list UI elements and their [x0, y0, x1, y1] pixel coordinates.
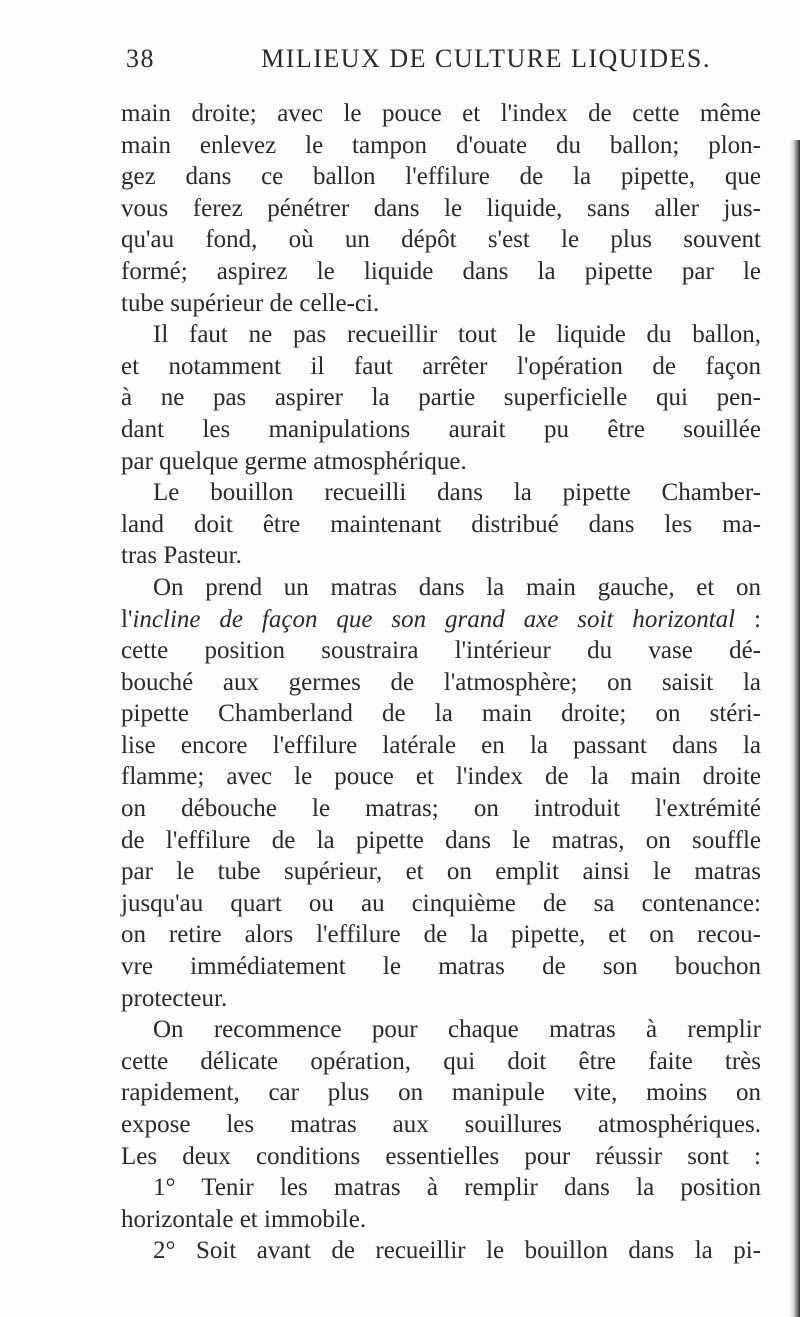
text-line: pipette Chamberland de la main droite; on stéri- [121, 700, 761, 728]
text-line: cette délicate opération, qui doit être faite très [121, 1047, 761, 1075]
text-line: main droite; avec le pouce et l'index de cette même [121, 100, 761, 127]
text-line: protecteur. [121, 984, 228, 1012]
text-line: on débouche le matras; on introduit l'extrémité [121, 795, 761, 823]
text-line: main enlevez le tampon d'ouate du ballon; plon- [121, 131, 761, 159]
text-line: dant les manipulations aurait pu être souillée [121, 415, 761, 443]
text-line: qu'au fond, où un dépôt s'est le plus souvent [121, 226, 761, 254]
text-line: land doit être maintenant distribué dans les ma- [121, 510, 761, 538]
text-line: jusqu'au quart ou au cinquième de sa contenance: [121, 889, 761, 917]
text-line: et notamment il faut arrêter l'opération de façon [121, 352, 761, 380]
text-line: cette position soustraira l'intérieur du vase dé- [121, 637, 761, 665]
text-line: Il faut ne pas recueillir tout le liquide du ballon, [153, 321, 761, 349]
text-line: Les deux conditions essentielles pour réussir sont : [121, 1142, 761, 1170]
text-line: On recommence pour chaque matras à remplir [153, 1016, 761, 1044]
text-line: gez dans ce ballon l'effilure de la pipette, que [121, 163, 761, 191]
text-line: de l'effilure de la pipette dans le matras, on souffle [121, 826, 761, 854]
text-line: bouché aux germes de l'atmosphère; on saisit la [121, 668, 761, 696]
text-line: on retire alors l'effilure de la pipette, et on recou- [121, 921, 761, 949]
text-line: 1° Tenir les matras à remplir dans la position [153, 1174, 761, 1202]
text-line: tube supérieur de celle-ci. [121, 289, 380, 317]
text-line: tras Pasteur. [121, 542, 242, 570]
text-line: formé; aspirez le liquide dans la pipette par le [121, 257, 761, 285]
text-line: vre immédiatement le matras de son bouchon [121, 953, 761, 981]
page-edge-shadow [790, 140, 800, 1317]
text-line: 2° Soit avant de recueillir le bouillon dans la pi- [153, 1237, 761, 1265]
italic-suffix: : [735, 605, 761, 633]
text-line: Le bouillon recueilli dans la pipette Chamber- [153, 479, 761, 507]
text-line: par le tube supérieur, et on emplit ainsi le matras [121, 858, 761, 886]
text-line-italic [121, 604, 761, 636]
body-text [121, 98, 761, 1267]
text-line: lise encore l'effilure latérale en la passant dans la [121, 731, 761, 759]
text-line: expose les matras aux souillures atmosphériques. [121, 1111, 761, 1138]
text-line: rapidement, car plus on manipule vite, moins on [121, 1079, 761, 1107]
text-line: On prend un matras dans la main gauche, et on [153, 573, 761, 601]
text-line: vous ferez pénétrer dans le liquide, sans aller jus- [121, 194, 761, 222]
text-line: flamme; avec le pouce et l'index de la main droite [121, 763, 761, 791]
page-header [126, 44, 756, 84]
italic-phrase: incline de façon que son grand axe soit horizontal [132, 605, 736, 633]
text-line: par quelque germe atmosphérique. [121, 447, 467, 475]
running-head: MILIEUX DE CULTURE LIQUIDES. [261, 44, 711, 73]
text-line: à ne pas aspirer la partie superficielle qui pen- [121, 384, 761, 412]
page-number: 38 [126, 44, 155, 73]
italic-prefix: l' [121, 605, 133, 633]
text-line: horizontale et immobile. [121, 1205, 367, 1233]
